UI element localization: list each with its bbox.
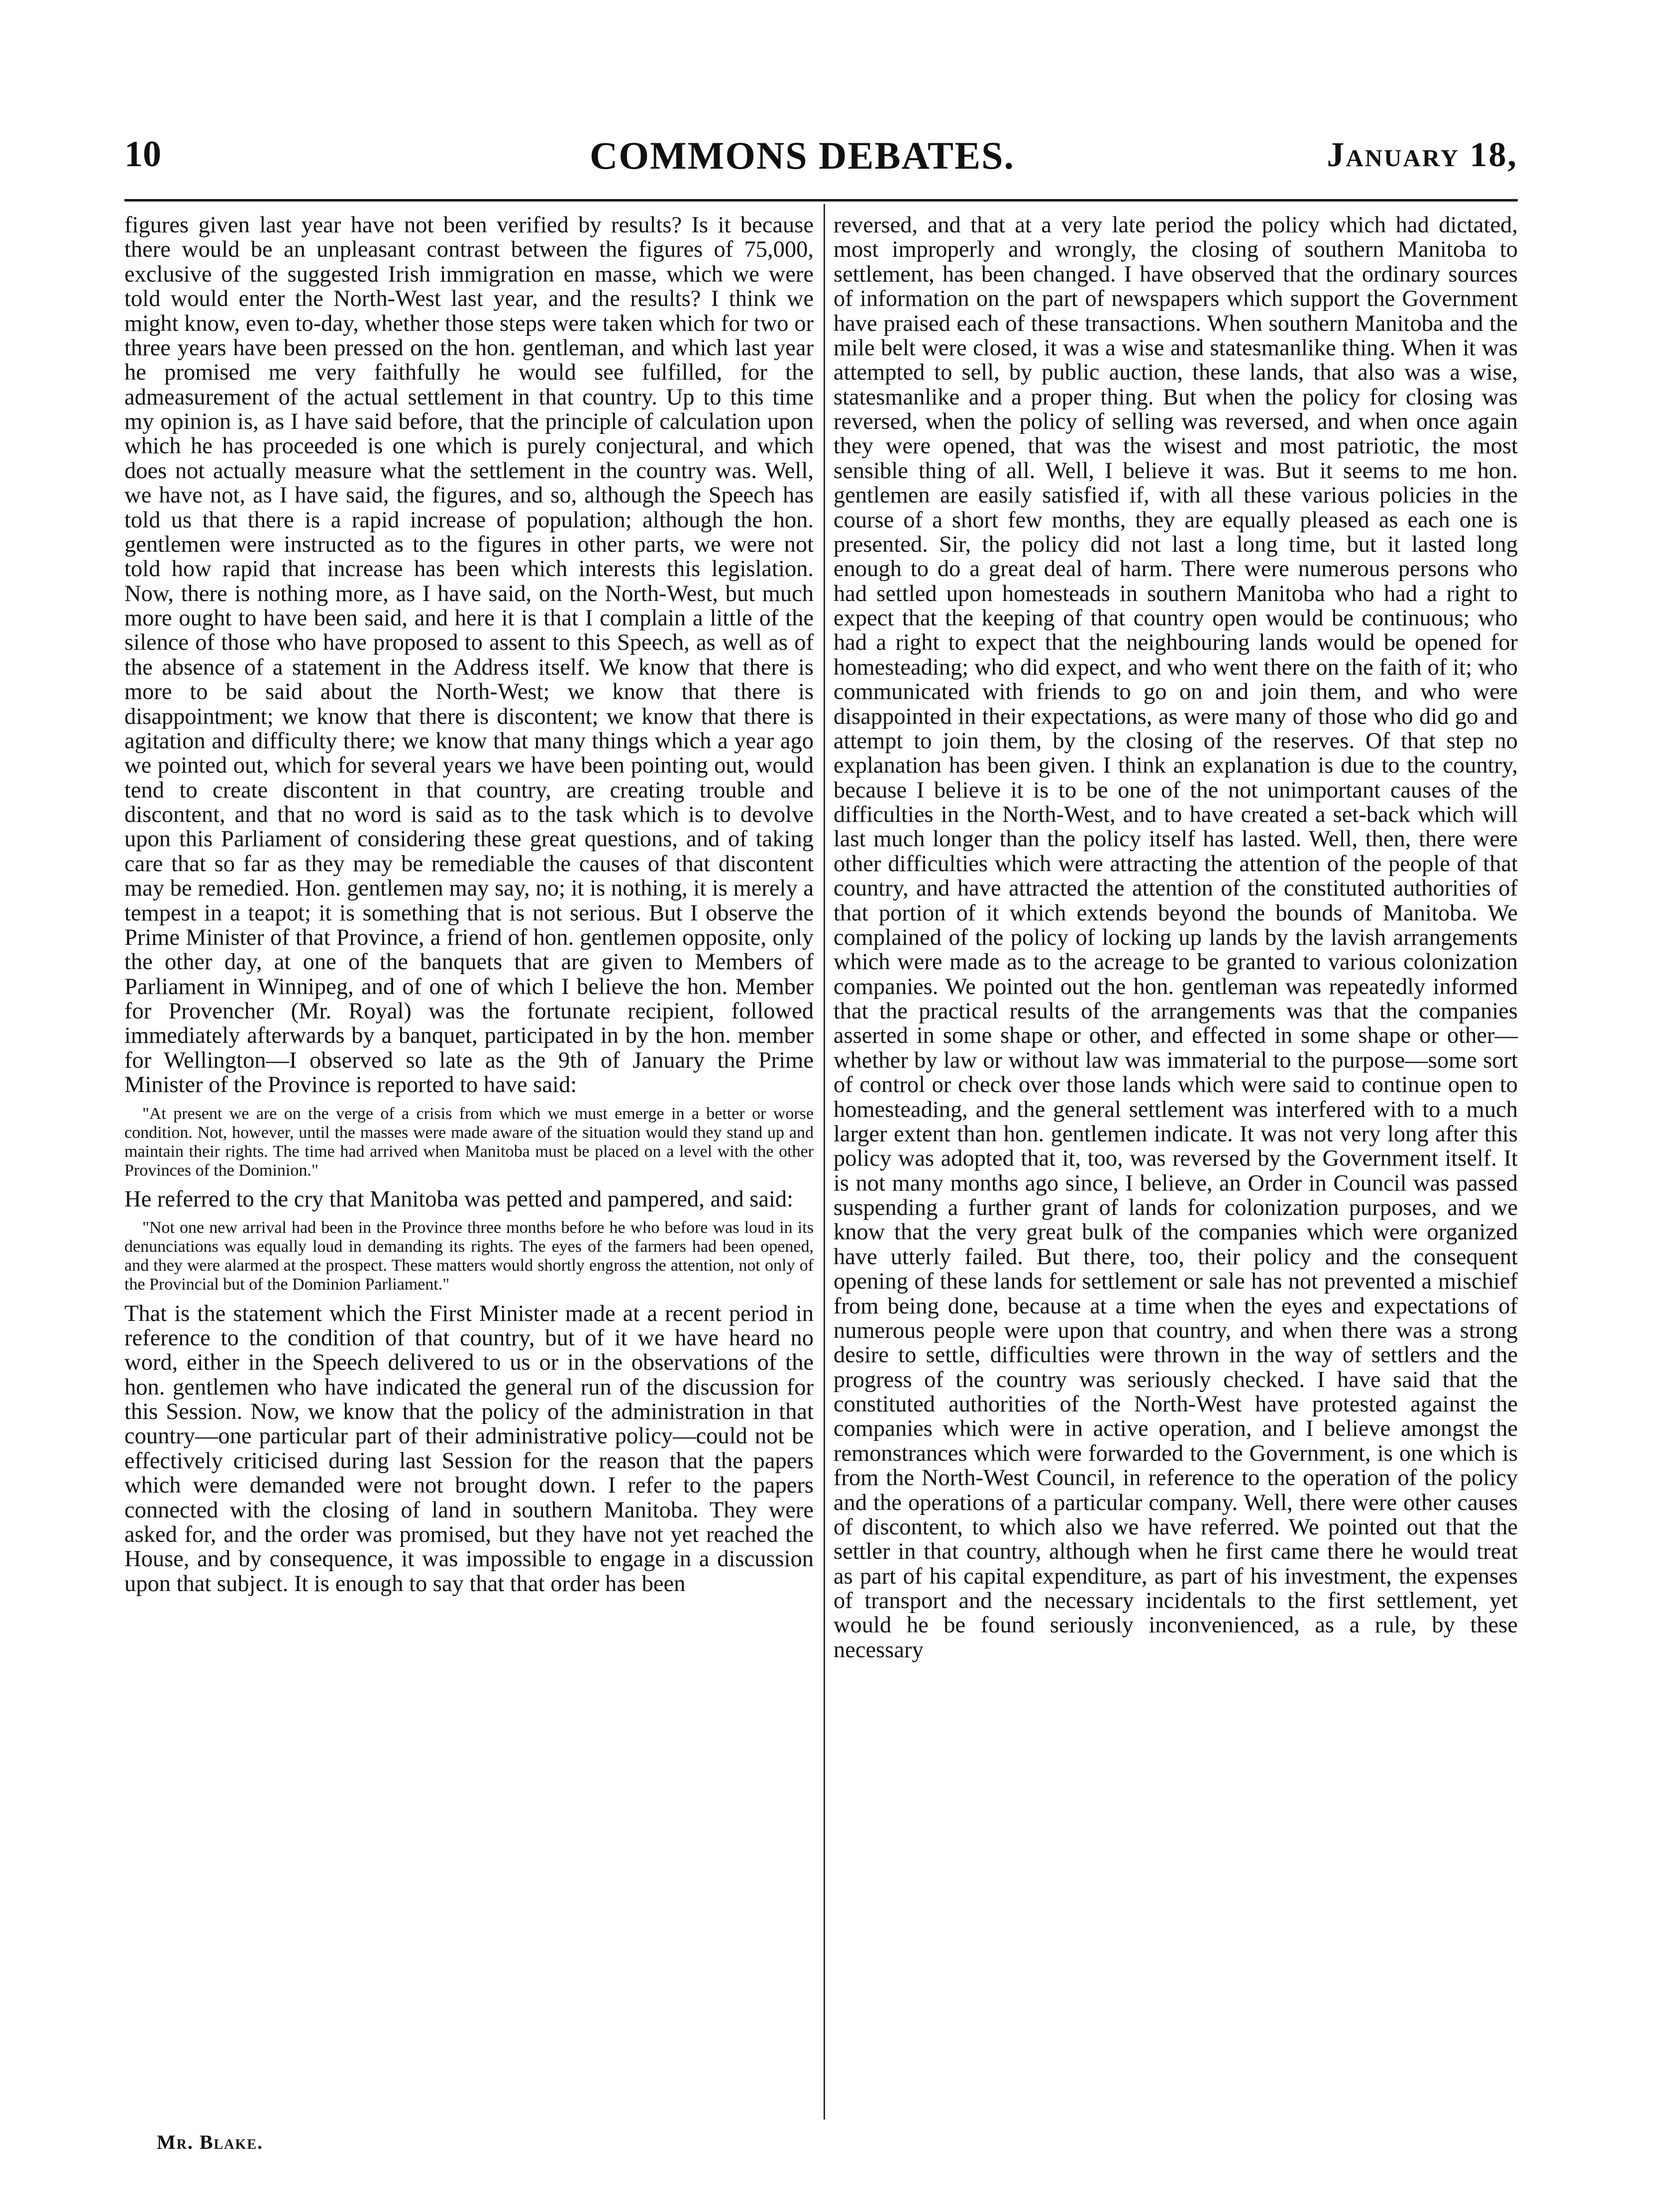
speaker-signature: Mr. Blake.: [157, 2131, 264, 2153]
page-number: 10: [124, 134, 161, 175]
left-paragraph-1: figures given last year have not been verified by results? Is it because there would be an unpleasant contrast between the figures of 75,000, exclusive of the suggested Irish immigration en masse, which we were told would enter the North-West last year, and the results? I think we might know, even to-day, whether those steps were taken which for two or three years have been pressed on the hon. gentleman, and which last year he promised me very faithfully he would see fulfilled, for the admeasurement of the actual settlement in that country. Up to this time my opinion is, as I have said before, that the principle of calculation upon which he has proceeded is one which is purely conjectural, and which does not actually measure what the settlement in the country was. Well, we have not, as I have said, the figures, and so, although the Speech has told us that there is a rapid increase of population; although the hon. gentlemen were instructed as to the figures in other parts, we were not told how rapid that increase has been which interests this legislation. Now, there is nothing more, as I have said, on the North-West, but much more ought to have been said, and here it is that I complain a little of the silence of those who have proposed to assent to this Speech, as well as of the absence of a statement in the Address itself. We know that there is more to be said about the North-West; we know that there is disappointment; we know that there is discontent; we know that there is agitation and difficulty there; we know that many things which a year ago we pointed out, which for several years we have been pointing out, would tend to create discontent in that country, are creating trouble and discontent, and that no word is said as to the task which is to devolve upon this Parliament of considering these great questions, and of taking care that so far as they may be remediable the causes of that discontent may be remedied. Hon. gentlemen may say, no; it is nothing, it is merely a tempest in a teapot; it is something that is not serious. But I observe the Prime Minister of that Province, a friend of hon. gentlemen opposite, only the other day, at one of the banquets that are given to Members of Parliament in Winnipeg, and of one of which I believe the hon. Member for Provencher (Mr. Royal) was the fortunate recipient, followed immediately afterwards by a banquet, participated in by the hon. member for Wellington—I observed so late as the 9th of January the Prime Minister of the Province is reported to have said:: [124, 212, 814, 1098]
page-header: [124, 133, 1518, 198]
left-quote-2: "Not one new arrival had been in the Province three months before he who before was loud in its denunciations was equally loud in demanding its rights. The eyes of the farmers had been opened, and they were alarmed at the prospect. These matters would shortly engross the attention, not only of the Provincial but of the Dominion Parliament.": [124, 1218, 814, 1294]
left-paragraph-3: That is the statement which the First Minister made at a recent period in reference to the condition of that country, but of it we have heard no word, either in the Speech delivered to us or in the observations of the hon. gentlemen who have indicated the general run of the discussion for this Session. Now, we know that the policy of the administration in that country—one particular part of their administrative policy—could not be effectively criticised during last Session for the reason that the papers which were demanded were not brought down. I refer to the papers connected with the closing of land in southern Manitoba. They were asked for, and the order was promised, but they have not yet reached the House, and by consequence, it was impossible to engage in a discussion upon that subject. It is enough to say that that order has been: [124, 1301, 814, 1597]
column-divider: [824, 204, 825, 2119]
left-column: [124, 213, 814, 1602]
header-rule: [124, 199, 1518, 201]
publication-title: COMMONS DEBATES.: [590, 134, 1015, 177]
left-quote-1: "At present we are on the verge of a crisis from which we must emerge in a better or worse condition. Not, however, until the masses were made aware of the situation would they stand up and maintain their rights. The time had arrived when Manitoba must be placed on a level with the other Provinces of the Dominion.": [124, 1104, 814, 1180]
right-paragraph-1: reversed, and that at a very late period the policy which had dictated, most improperly and wrongly, the closing of southern Manitoba to settlement, has been changed. I have observed that the ordinary sources of information on the part of newspapers which support the Government have praised each of these transactions. When southern Manitoba and the mile belt were closed, it was a wise and statesmanlike thing. When it was attempted to sell, by public auction, these lands, that also was a wise, statesmanlike and a proper thing. But when the policy for closing was reversed, when the policy of selling was reversed, and when once again they were opened, that was the wisest and most patriotic, the most sensible thing of all. Well, I believe it was. But it seems to me hon. gentlemen are easily satisfied if, with all these various policies in the course of a short few months, they are equally pleased as each one is presented. Sir, the policy did not last a long time, but it lasted long enough to do a great deal of harm. There were numerous persons who had settled upon homesteads in southern Manitoba who had a right to expect that the keeping of that country open would be continuous; who had a right to expect that the neighbouring lands would be opened for homesteading; who did expect, and who went there on the faith of it; who communicated with friends to go on and join them, and who were disappointed in their expectations, as were many of those who did go and attempt to join them, by the closing of the reserves. Of that step no explanation has been given. I think an explanation is due to the country, because I believe it is to be one of the not unimportant causes of the difficulties in the North-West, and to have created a set-back which will last much longer than the policy itself has lasted. Well, then, there were other difficulties which were attracting the attention of the people of that country, and have attracted the attention of the constituted authorities of that portion of it which extends beyond the bounds of Manitoba. We complained of the policy of locking up lands by the lavish arrangements which were made as to the acreage to be granted to various colonization companies. We pointed out the hon. gentleman was repeatedly informed that the practical results of the arrangements was that the companies asserted in some shape or other, and effected in some shape or other—whether by law or without law was immaterial to the purpose—some sort of control or check over those lands which were said to continue open to homesteading, and the general settlement was interfered with to a much larger extent than hon. gentlemen indicate. It was not very long after this policy was adopted that it, too, was reversed by the Government itself. It is not many months ago since, I believe, an Order in Council was passed suspending a further grant of lands for colonization purposes, and we know that the very great bulk of the companies which were organized have utterly failed. But there, too, their policy and the consequent opening of these lands for settlement or sale has not prevented a mischief from being done, because at a time when the eyes and expectations of numerous people were upon that country, and when there was a strong desire to settle, difficulties were thrown in the way of settlers and the progress of the country was seriously checked. I have said that the constituted authorities of the North-West have protested against the companies which were in active operation, and I believe amongst the remonstrances which were forwarded to the Government, is one which is from the North-West Council, in reference to the operation of the policy and the operations of a particular company. Well, there were other causes of discontent, to which also we have referred. We pointed out that the settler in that country, although when he first came there he would treat as part of his capital expenditure, as part of his investment, the expenses of transport and the necessary incidentals to the first settlement, yet would he be found seriously inconvenienced, as a rule, by these necessary: [834, 212, 1518, 1663]
right-column: [834, 213, 1518, 1668]
page-date: January 18,: [1327, 136, 1518, 174]
left-paragraph-2: He referred to the cry that Manitoba was petted and pampered, and said:: [124, 1186, 794, 1212]
